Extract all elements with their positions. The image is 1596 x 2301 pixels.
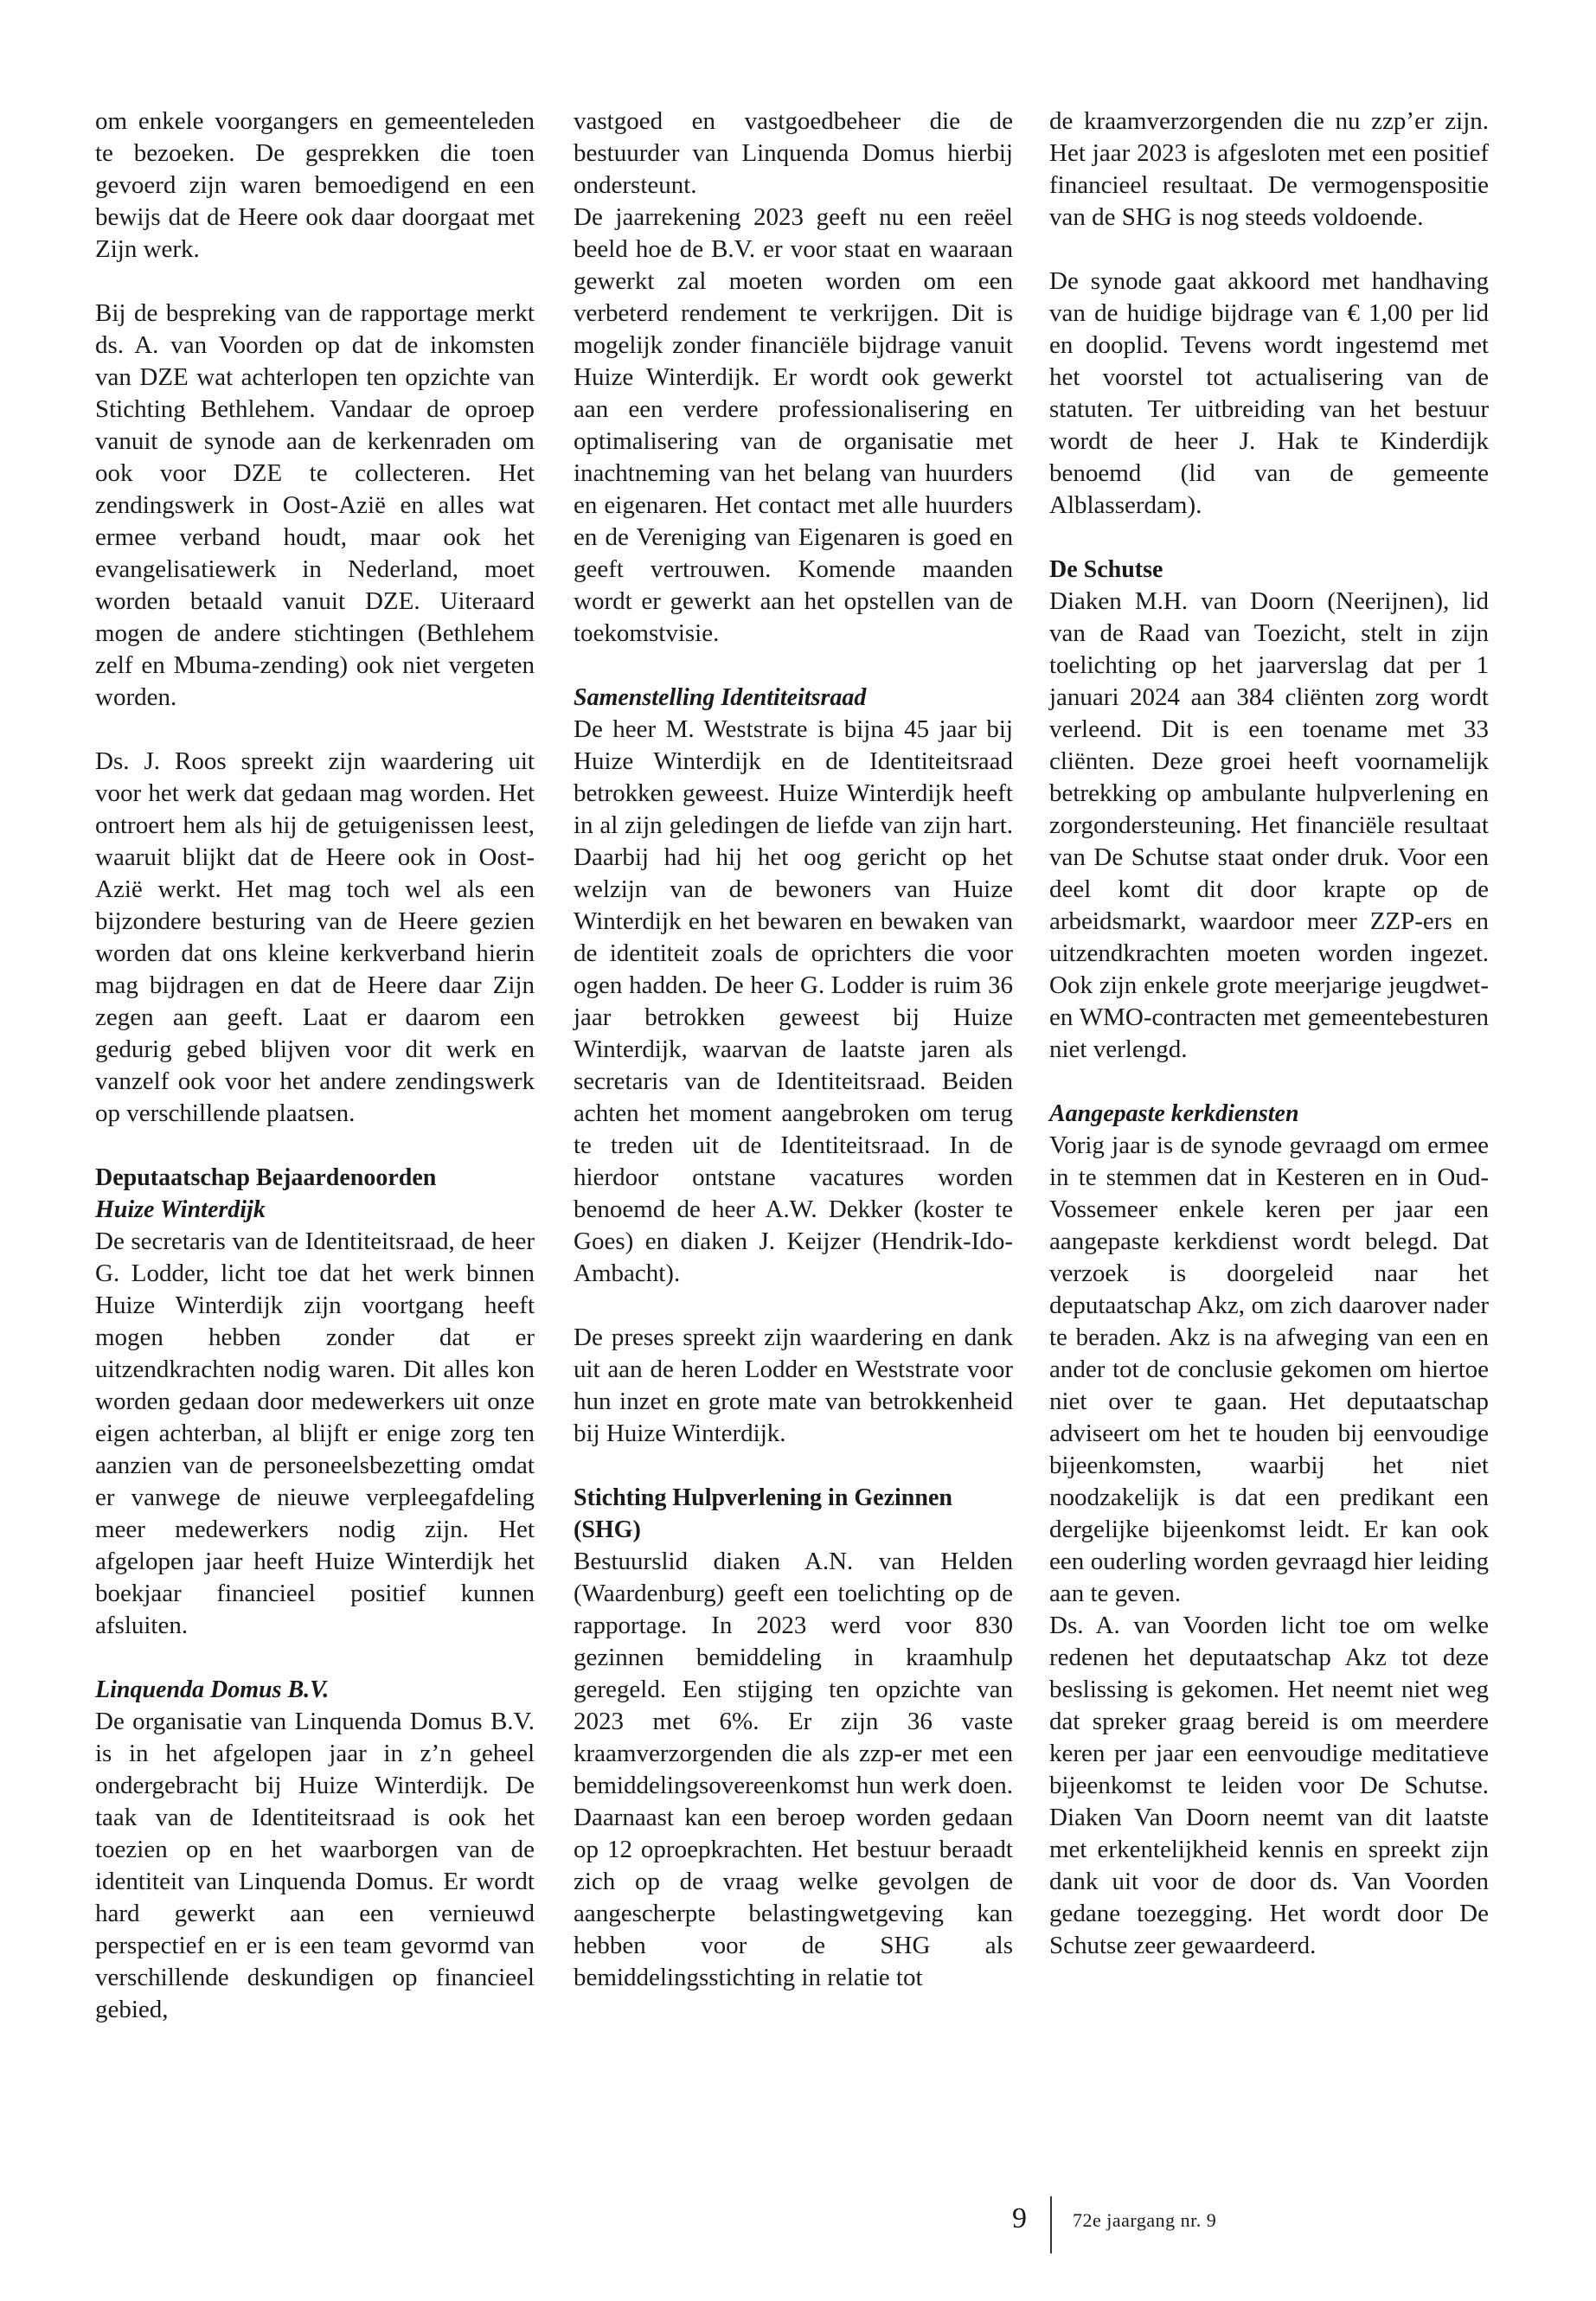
section-heading: Samenstelling Identiteitsraad — [574, 684, 867, 711]
paragraph: De synode gaat akkoord met handhaving van de huidige bijdrage van € 1,00 per lid en dooplid. Tevens wordt ingestemd met het voorstel tot actualisering van de statuten. Ter uitbreiding van het bestuur wordt de heer J. Hak te Kinderdijk benoemd (lid van de gemeente Alblasserdam). — [1049, 267, 1489, 519]
paragraph: Bestuurslid diaken A.N. van Helden (Waardenburg) geeft een toelichting op de rapportage. In 2023 werd voor 830 gezinnen bemiddeling in kraamhulp geregeld. Een stijging ten opzichte van 2023 met 6%. Er zijn 36 vaste kraamverzorgenden die als zzp-er met een bemiddelingsovereenkomst hun werk doen. Daarnaast kan een beroep worden gedaan op 12 oproepkrachten. Het bestuur beraadt zich op de vraag welke gevolgen de aangescherpte belastingwetgeving kan hebben voor de SHG als bemiddelingsstichting in relatie tot — [574, 1548, 1013, 1991]
paragraph: De preses spreekt zijn waardering en dank uit aan de heren Lodder en Weststrate voor hun inzet en grote mate van betrokkenheid bij Huize Winterdijk. — [574, 1324, 1013, 1447]
paragraph: Diaken M.H. van Doorn (Neerijnen), lid van de Raad van Toezicht, stelt in zijn toelichting op het jaarverslag dat per 1 januari 2024 aan 384 cliënten zorg wordt verleend. Dit is een toename met 33 cliënten. Deze groei heeft voornamelijk betrekking op ambulante hulpverlening en zorgondersteuning. Het financiële resultaat van De Schutse staat onder druk. Voor een deel komt dit door krapte op de arbeidsmarkt, waardoor meer ZZP-ers en uitzendkrachten moeten worden ingezet. Ook zijn enkele grote meerjarige jeugdwet- en WMO-contracten met gemeentebesturen niet verlengd. — [1049, 587, 1489, 1063]
paragraph: Bij de bespreking van de rapportage merkt ds. A. van Voorden op dat de inkomsten van DZE wat achterlopen ten opzichte van Stichting Bethlehem. Vandaar de oproep vanuit de synode aan de kerkenraden om ook voor DZE te collecteren. Het zendingswerk in Oost-Azië en alles wat ermee verband houdt, maar ook het evangelisatiewerk in Nederland, moet worden betaald vanuit DZE. Uiteraard mogen de andere stichtingen (Bethlehem zelf en Mbuma-zending) ook niet vergeten worden. — [95, 299, 535, 711]
section-heading: Deputaatschap Bejaardenoorden — [95, 1164, 437, 1191]
journal-issue: 72e jaargang nr. 9 — [1073, 2209, 1217, 2231]
paragraph: De heer M. Weststrate is bijna 45 jaar bij Huize Winterdijk en de Identiteitsraad betrokken geweest. Huize Winterdijk heeft in al zijn geledingen de liefde van zijn hart. Daarbij had hij het oog gericht op het welzijn van de bewoners van Huize Winterdijk en het bewaren en bewaken van de identiteit zoals de oprichters die voor ogen hadden. De heer G. Lodder is ruim 36 jaar betrokken geweest bij Huize Winterdijk, waarvan de laatste jaren als secretaris van de Identiteitsraad. Beiden achten het moment aangebroken om terug te treden uit de Identiteitsraad. In de hierdoor ontstane vacatures worden benoemd de heer A.W. Dekker (koster te Goes) en diaken J. Keijzer (Hendrik-Ido-Ambacht). — [574, 715, 1013, 1287]
paragraph: De jaarrekening 2023 geeft nu een reëel beeld hoe de B.V. er voor staat en waaraan gewerkt zal moeten worden om een verbeterd rendement te verkrijgen. Dit is mogelijk zonder financiële bijdrage vanuit Huize Winterdijk. Er wordt ook gewerkt aan een verdere professionalisering en optimalisering van de organisatie met inachtneming van het belang van huurders en eigenaren. Het contact met alle huurders en de Vereniging van Eigenaren is goed en geeft vertrouwen. Komende maanden wordt er gewerkt aan het opstellen van de toekomstvisie. — [574, 203, 1013, 647]
paragraph: De organisatie van Linquenda Domus B.V. is in het afgelopen jaar in z’n geheel ondergebracht bij Huize Winterdijk. De taak van de Identiteitsraad is ook het toezien op en het waarborgen van de identiteit van Linquenda Domus. Er wordt hard gewerkt aan een vernieuwd perspectief en er is een team gevormd van verschillende deskundigen op financieel gebied, — [95, 1708, 535, 2023]
paragraph: Vorig jaar is de synode gevraagd om ermee in te stemmen dat in Kesteren en in Oud-Vossemeer enkele keren per jaar een aangepaste kerkdienst wordt belegd. Dat verzoek is doorgeleid naar het deputaatschap Akz, om zich daarover nader te beraden. Akz is na afweging van een en ander tot de conclusie gekomen om hiertoe niet over te gaan. Het deputaatschap adviseert om het te houden bij eenvoudige bijeenkomsten, waarbij het niet noodzakelijk is dat een predikant een dergelijke bijeenkomst leidt. Er kan ook een ouderling worden gevraagd hier leiding aan te geven. — [1049, 1131, 1489, 1607]
paragraph: De secretaris van de Identiteitsraad, de heer G. Lodder, licht toe dat het werk binnen Huize Winterdijk zijn voortgang heeft mogen hebben zonder dat er uitzendkrachten nodig waren. Dit alles kon worden gedaan door medewerkers uit onze eigen achterban, al blijft er enige zorg ten aanzien van de personeelsbezetting omdat er vanwege de nieuwe verpleegafdeling meer medewerkers nodig zijn. Het afgelopen jaar heeft Huize Winterdijk het boekjaar financieel positief kunnen afsluiten. — [95, 1227, 535, 1639]
section-subheading: Huize Winterdijk — [95, 1196, 266, 1223]
column-2 — [574, 106, 1013, 1994]
paragraph: om enkele voorgangers en gemeenteleden te bezoeken. De gesprekken die toen gevoerd zijn waren bemoedigend en een bewijs dat de Heere ook daar doorgaat met Zijn werk. — [95, 107, 535, 263]
page-footer — [0, 2202, 1596, 2253]
paragraph: Ds. J. Roos spreekt zijn waardering uit voor het werk dat gedaan mag worden. Het ontroert hem als hij de getuigenissen leest, waaruit blijkt dat de Heere ook in Oost-Azië werkt. Het mag toch wel als een bijzondere besturing van de Heere gezien worden dat ons kleine kerkverband hierin mag bijdragen en dat de Heere daar Zijn zegen aan geeft. Laat er daarom een gedurig gebed blijven voor dit werk en vanzelf ook voor het andere zendingswerk op verschillende plaatsen. — [95, 747, 535, 1127]
section-heading: Linquenda Domus B.V. — [95, 1676, 330, 1703]
section-heading: De Schutse — [1049, 556, 1163, 583]
paragraph: vastgoed en vastgoedbeheer die de bestuurder van Linquenda Domus hierbij ondersteunt. — [574, 107, 1013, 199]
paragraph: de kraamverzorgenden die nu zzp’er zijn. Het jaar 2023 is afgesloten met een positief financieel resultaat. De vermogenspositie van de SHG is nog steeds voldoende. — [1049, 107, 1489, 231]
paragraph: Ds. A. van Voorden licht toe om welke redenen het deputaatschap Akz tot deze beslissing is gekomen. Het neemt niet weg dat spreker graag bereid is om meerdere keren per jaar een eenvoudige meditatieve bijeenkomst te leiden voor De Schutse. Diaken Van Doorn neemt van dit laatste met erkentelijkheid kennis en spreekt zijn dank uit voor de door ds. Van Voorden gedane toezegging. Het wordt door De Schutse zeer gewaardeerd. — [1049, 1612, 1489, 1959]
section-heading: Aangepaste kerkdiensten — [1049, 1100, 1299, 1127]
column-3 — [1049, 106, 1489, 1962]
footer-divider — [1050, 2196, 1052, 2253]
page-number: 9 — [1012, 2202, 1027, 2234]
section-heading: Stichting Hulpverlening in Gezinnen (SHG) — [574, 1484, 952, 1543]
column-1 — [95, 106, 535, 2026]
